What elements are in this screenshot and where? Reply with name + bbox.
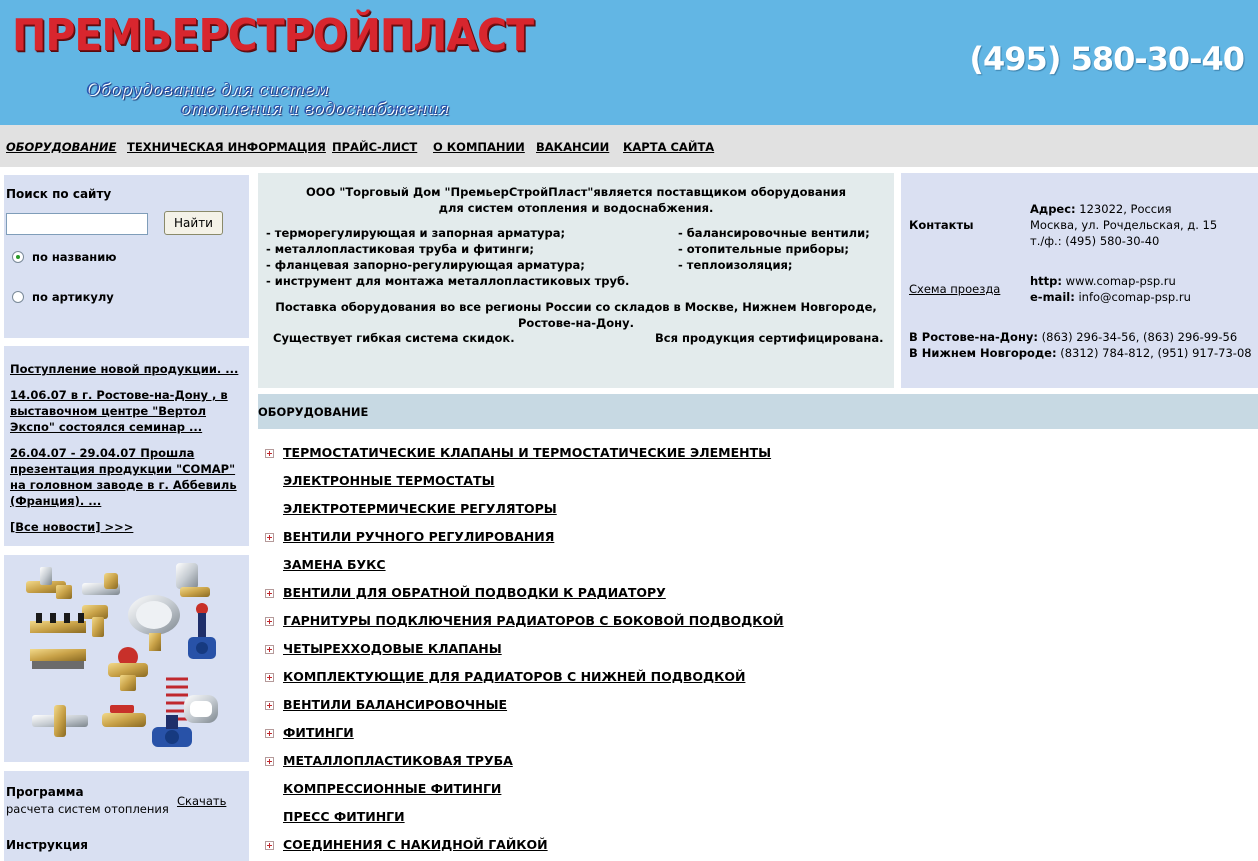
intro-certified: Вся продукция сертифицирована. [655,331,884,345]
expand-icon[interactable] [265,617,274,626]
site-header [0,0,1258,125]
equipment-item[interactable]: ЭЛЕКТРОТЕРМИЧЕСКИЕ РЕГУЛЯТОРЫ [283,501,557,516]
expand-icon[interactable] [265,673,274,682]
address-street: Москва, ул. Рочдельская, д. 15 [1030,218,1218,232]
address-country: 123022, Россия [1079,202,1172,216]
intro-item: - фланцевая запорно-регулирующая арматура; [266,258,585,272]
equipment-item[interactable]: ТЕРМОСТАТИЧЕСКИЕ КЛАПАНЫ И ТЕРМОСТАТИЧЕСКИЕ ЭЛЕМЕНТЫ [283,445,772,460]
main-nav [0,125,1258,167]
radio-by-article[interactable] [12,291,24,303]
equipment-item[interactable]: СОЕДИНЕНИЯ С НАКИДНОЙ ГАЙКОЙ [283,837,548,852]
contacts-label: Контакты [909,218,974,232]
equipment-item[interactable]: ЧЕТЫРЕХХОДОВЫЕ КЛАПАНЫ [283,641,502,656]
intro-item: - инструмент для монтажа металлопластиковых труб. [266,274,630,288]
download-link[interactable]: Скачать [177,794,227,808]
address-label: Адрес: [1030,202,1076,216]
news-panel [4,346,249,546]
nav-item-equipment[interactable]: ОБОРУДОВАНИЕ [6,140,117,154]
nav-item-vacancies[interactable]: ВАКАНСИИ [536,140,610,154]
http-value[interactable]: www.comap-psp.ru [1065,274,1176,288]
products-image-panel [4,555,249,762]
news-item[interactable]: 14.06.07 в г. Ростове-на-Дону , в выставочном центре "Вертол Экспо" состоялся семинар ... [10,388,228,434]
program-panel [4,771,249,861]
nav-item-price-list[interactable]: ПРАЙС-ЛИСТ [332,140,418,154]
equipment-item[interactable]: КОМПРЕССИОННЫЕ ФИТИНГИ [283,781,502,796]
equipment-item[interactable]: ВЕНТИЛИ РУЧНОГО РЕГУЛИРОВАНИЯ [283,529,555,544]
intro-item: - терморегулирующая и запорная арматура; [266,226,566,240]
program-description: расчета систем отопления [6,802,169,816]
nn-line [909,346,1252,360]
expand-icon[interactable] [265,841,274,850]
equipment-item[interactable]: ЗАМЕНА БУКС [283,557,386,572]
intro-delivery: Поставка оборудования во все регионы России со складов в Москве, Нижнем Новгороде, Ростове-на-Дону. [275,300,877,330]
expand-icon[interactable] [265,757,274,766]
phone-value: (495) 580-30-40 [1065,234,1160,248]
radio-by-article-label: по артикулу [32,290,114,304]
instruction-title: Инструкция [6,838,88,852]
company-intro [258,173,894,388]
phone-label: т./ф.: [1030,234,1062,248]
intro-discounts: Существует гибкая система скидок. [273,331,515,345]
equipment-item[interactable]: ФИТИНГИ [283,725,354,740]
products-collage-image [4,555,249,762]
rostov-label: В Ростове-на-Дону: [909,330,1038,344]
equipment-header [258,394,1258,429]
equipment-item[interactable]: ПРЕСС ФИТИНГИ [283,809,405,824]
intro-item: - металлопластиковая труба и фитинги; [266,242,534,256]
nav-item-sitemap[interactable]: КАРТА САЙТА [623,140,715,154]
header-phone: (495) 580-30-40 [969,40,1244,78]
search-panel [4,175,249,338]
rostov-phones: (863) 296-34-56, (863) 296-99-56 [1041,330,1238,344]
equipment-item[interactable]: ВЕНТИЛИ ДЛЯ ОБРАТНОЙ ПОДВОДКИ К РАДИАТОРУ [283,585,666,600]
search-input[interactable] [6,213,148,235]
map-link[interactable]: Схема проезда [909,282,1001,296]
radio-by-name[interactable] [12,251,24,263]
search-button[interactable]: Найти [164,211,223,235]
expand-icon[interactable] [265,645,274,654]
slogan-line-1: Оборудование для систем [86,80,329,100]
radio-by-name-label: по названию [32,250,117,264]
http-label: http: [1030,274,1063,288]
intro-item: - отопительные приборы; [678,242,849,256]
expand-icon[interactable] [265,449,274,458]
news-item[interactable]: Поступление новой продукции. ... [10,362,239,376]
search-title: Поиск по сайту [6,187,112,201]
equipment-title: ОБОРУДОВАНИЕ [258,405,369,419]
site-logo[interactable]: ПРЕМЬЕРСТРОЙПЛАСТ [12,10,534,61]
equipment-item[interactable]: МЕТАЛЛОПЛАСТИКОВАЯ ТРУБА [283,753,513,768]
nn-label: В Нижнем Новгороде: [909,346,1057,360]
email-line [1030,290,1191,304]
http-line [1030,274,1176,288]
expand-icon[interactable] [265,589,274,598]
equipment-item[interactable]: ГАРНИТУРЫ ПОДКЛЮЧЕНИЯ РАДИАТОРОВ С БОКОВОЙ ПОДВОДКОЙ [283,613,784,628]
program-title: Программа [6,785,84,799]
intro-item: - балансировочные вентили; [678,226,870,240]
intro-item: - теплоизоляция; [678,258,793,272]
nn-phones: (8312) 784-812, (951) 917-73-08 [1060,346,1252,360]
email-value[interactable]: info@comap-psp.ru [1078,290,1191,304]
equipment-item[interactable]: КОМПЛЕКТУЮЩИЕ ДЛЯ РАДИАТОРОВ С НИЖНЕЙ ПОДВОДКОЙ [283,669,746,684]
phone-line [1030,234,1159,248]
rostov-line [909,330,1237,344]
all-news-link[interactable]: [Все новости] >>> [10,520,134,534]
address-line-1 [1030,202,1172,216]
nav-item-tech-info[interactable]: ТЕХНИЧЕСКАЯ ИНФОРМАЦИЯ [127,140,326,154]
expand-icon[interactable] [265,701,274,710]
expand-icon[interactable] [265,533,274,542]
expand-icon[interactable] [265,729,274,738]
contacts-panel [901,173,1258,388]
slogan-line-2: отопления и водоснабжения [180,99,449,119]
nav-item-about[interactable]: О КОМПАНИИ [433,140,525,154]
news-item[interactable]: 26.04.07 - 29.04.07 Прошла презентация продукции "COMAP" на головном заводе в г. Аббевиль (Франция). ... [10,446,237,508]
intro-title: ООО "Торговый Дом "ПремьерСтройПласт"является поставщиком оборудования для систем отопления и водоснабжения. [306,185,846,215]
equipment-item[interactable]: ЭЛЕКТРОННЫЕ ТЕРМОСТАТЫ [283,473,495,488]
equipment-item[interactable]: ВЕНТИЛИ БАЛАНСИРОВОЧНЫЕ [283,697,508,712]
email-label: e-mail: [1030,290,1075,304]
